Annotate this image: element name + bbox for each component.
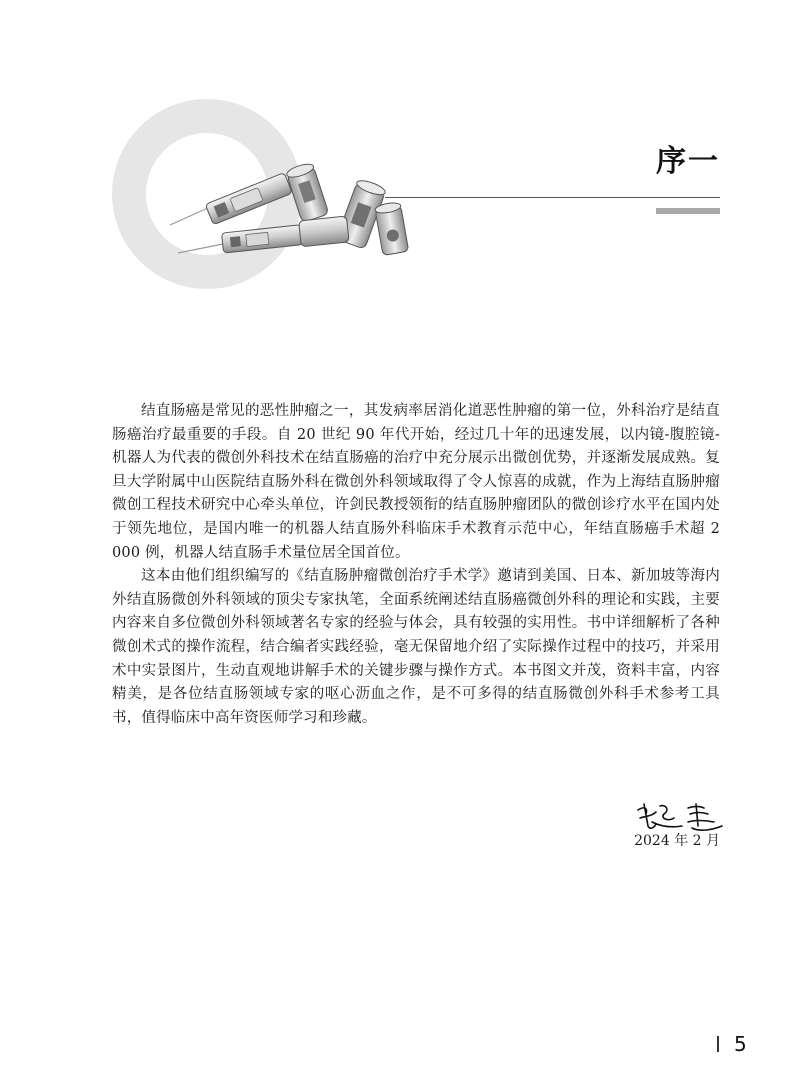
paragraph: 这本由他们组织编写的《结直肠肿瘤微创治疗手术学》邀请到美国、日本、新加坡等海内外结直肠微创外科领域的顶尖专家执笔，全面系统阐述结直肠癌微创外科的理论和实践，主要内容来自多位微创外科领域著名专家的经验与体会，具有较强的实用性。书中详细解析了各种微创术式的操作流程，结合编者实践经验，毫无保留地介绍了实际操作过程中的技巧，并采用术中实景图片，生动直观地讲解手术的关键步骤与操作方式。本书图文并茂，资料丰富，内容精美，是各位结直肠领域专家的呕心沥血之作，是不可多得的结直肠微创外科手术参考工具书，值得临床中高年资医师学习和珍藏。: [112, 568, 720, 726]
title-rule-thin: [385, 197, 720, 198]
page-number: 5: [734, 1032, 747, 1056]
robotic-instrument-illustration: [150, 95, 420, 295]
preface-body: [112, 400, 720, 730]
preface-date: 2024 年 2 月: [634, 833, 720, 849]
paragraph: 结直肠癌是常见的恶性肿瘤之一，其发病率居消化道恶性肿瘤的第一位，外科治疗是结直肠癌治疗最重要的手段。自 20 世纪 90 年代开始，经过几十年的迅速发展，以内镜-腹腔镜-机器人为代表的微创外科技术在结直肠癌的治疗中充分展示出微创优势，并逐渐发展成熟。复旦大学附属中山医院结直肠外科在微创外科领域取得了令人惊喜的成就，作为上海结直肠肿瘤微创工程技术研究中心牵头单位，许剑民教授领衔的结直肠肿瘤团队的微创诊疗水平在国内处于领先地位，是国内唯一的机器人结直肠外科临床手术教育示范中心，年结直肠癌手术超 2 000 例，机器人结直肠手术量位居全国首位。: [112, 403, 720, 561]
title-rule-thick: [656, 208, 720, 214]
page-number-divider: [717, 1036, 719, 1052]
page-title: 序一: [656, 144, 720, 179]
